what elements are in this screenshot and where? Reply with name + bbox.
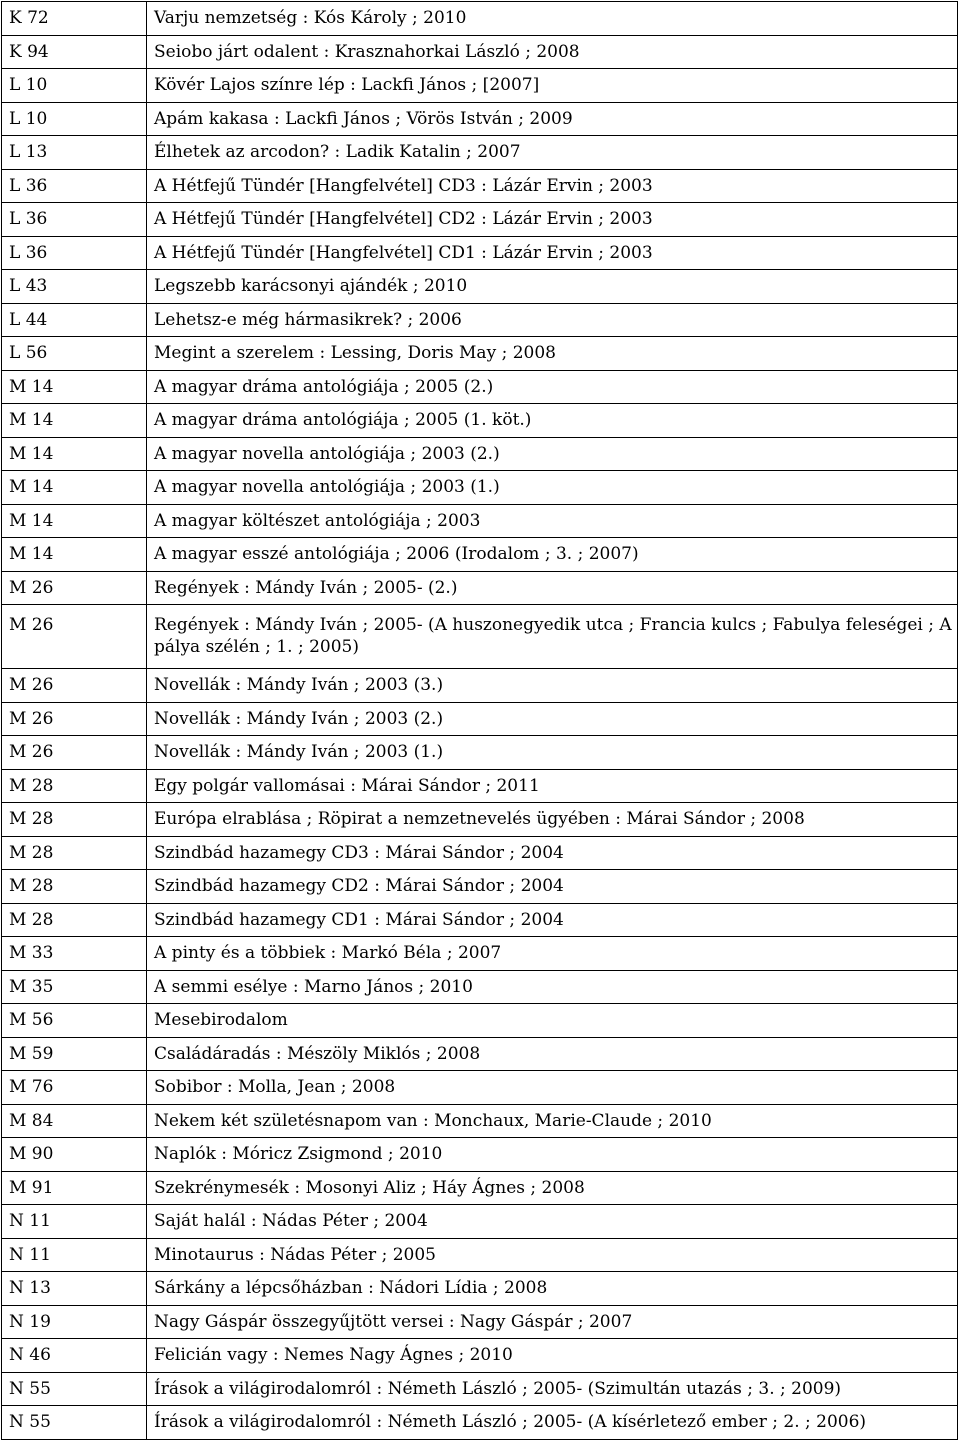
title-cell: A semmi esélye : Marno János ; 2010 — [147, 970, 958, 1004]
shelf-mark-cell: M 14 — [2, 404, 147, 438]
shelf-mark-cell: M 28 — [2, 803, 147, 837]
shelf-mark-cell: M 14 — [2, 437, 147, 471]
title-cell: Naplók : Móricz Zsigmond ; 2010 — [147, 1138, 958, 1172]
title-cell: Lehetsz-e még hármasikrek? ; 2006 — [147, 303, 958, 337]
title-cell: Nekem két születésnapom van : Monchaux, Marie-Claude ; 2010 — [147, 1104, 958, 1138]
title-cell: A pinty és a többiek : Markó Béla ; 2007 — [147, 937, 958, 971]
shelf-mark-cell: M 91 — [2, 1171, 147, 1205]
shelf-mark-cell: N 19 — [2, 1305, 147, 1339]
table-row — [2, 437, 958, 471]
shelf-mark-cell: N 11 — [2, 1238, 147, 1272]
table-row — [2, 970, 958, 1004]
title-cell: Családáradás : Mészöly Miklós ; 2008 — [147, 1037, 958, 1071]
catalog-body — [2, 2, 958, 1440]
table-row — [2, 1339, 958, 1373]
table-row — [2, 1037, 958, 1071]
title-cell: A Hétfejű Tündér [Hangfelvétel] CD2 : Lázár Ervin ; 2003 — [147, 203, 958, 237]
title-cell: A magyar dráma antológiája ; 2005 (1. köt.) — [147, 404, 958, 438]
table-row — [2, 203, 958, 237]
shelf-mark-cell: M 28 — [2, 836, 147, 870]
table-row — [2, 270, 958, 304]
table-row — [2, 1406, 958, 1440]
shelf-mark-cell: L 10 — [2, 102, 147, 136]
table-row — [2, 803, 958, 837]
table-row — [2, 669, 958, 703]
shelf-mark-cell: M 26 — [2, 571, 147, 605]
shelf-mark-cell: M 14 — [2, 538, 147, 572]
shelf-mark-cell: M 90 — [2, 1138, 147, 1172]
table-row — [2, 571, 958, 605]
table-row — [2, 169, 958, 203]
table-row — [2, 2, 958, 36]
title-cell: Európa elrablása ; Röpirat a nemzetnevelés ügyében : Márai Sándor ; 2008 — [147, 803, 958, 837]
title-cell: Saját halál : Nádas Péter ; 2004 — [147, 1205, 958, 1239]
shelf-mark-cell: M 56 — [2, 1004, 147, 1038]
table-row — [2, 1138, 958, 1172]
shelf-mark-cell: K 72 — [2, 2, 147, 36]
shelf-mark-cell: M 26 — [2, 702, 147, 736]
table-row — [2, 337, 958, 371]
table-row — [2, 1238, 958, 1272]
title-cell: Regények : Mándy Iván ; 2005- (A huszonegyedik utca ; Francia kulcs ; Fabulya feleségei ; A pálya szélén ; 1. ; 2005) — [147, 605, 958, 669]
table-row — [2, 504, 958, 538]
title-cell: Megint a szerelem : Lessing, Doris May ; 2008 — [147, 337, 958, 371]
shelf-mark-cell: M 14 — [2, 471, 147, 505]
title-cell: Novellák : Mándy Iván ; 2003 (2.) — [147, 702, 958, 736]
title-cell: Szindbád hazamegy CD2 : Márai Sándor ; 2004 — [147, 870, 958, 904]
shelf-mark-cell: M 33 — [2, 937, 147, 971]
table-row — [2, 102, 958, 136]
shelf-mark-cell: L 13 — [2, 136, 147, 170]
title-cell: A magyar novella antológiája ; 2003 (1.) — [147, 471, 958, 505]
shelf-mark-cell: M 76 — [2, 1071, 147, 1105]
title-cell: A Hétfejű Tündér [Hangfelvétel] CD1 : Lázár Ervin ; 2003 — [147, 236, 958, 270]
table-row — [2, 471, 958, 505]
shelf-mark-cell: N 46 — [2, 1339, 147, 1373]
title-cell: A magyar novella antológiája ; 2003 (2.) — [147, 437, 958, 471]
shelf-mark-cell: M 35 — [2, 970, 147, 1004]
title-cell: Regények : Mándy Iván ; 2005- (2.) — [147, 571, 958, 605]
table-row — [2, 1272, 958, 1306]
shelf-mark-cell: M 28 — [2, 870, 147, 904]
table-row — [2, 870, 958, 904]
table-row — [2, 136, 958, 170]
catalog-table — [1, 1, 958, 1440]
table-row — [2, 736, 958, 770]
title-cell: Egy polgár vallomásai : Márai Sándor ; 2011 — [147, 769, 958, 803]
table-row — [2, 903, 958, 937]
title-cell: Felicián vagy : Nemes Nagy Ágnes ; 2010 — [147, 1339, 958, 1373]
table-row — [2, 35, 958, 69]
shelf-mark-cell: M 84 — [2, 1104, 147, 1138]
shelf-mark-cell: K 94 — [2, 35, 147, 69]
title-cell: Minotaurus : Nádas Péter ; 2005 — [147, 1238, 958, 1272]
title-cell: A magyar költészet antológiája ; 2003 — [147, 504, 958, 538]
shelf-mark-cell: L 36 — [2, 169, 147, 203]
title-cell: Mesebirodalom — [147, 1004, 958, 1038]
title-cell: Szindbád hazamegy CD1 : Márai Sándor ; 2004 — [147, 903, 958, 937]
title-cell: Írások a világirodalomról : Németh László ; 2005- (Szimultán utazás ; 3. ; 2009) — [147, 1372, 958, 1406]
table-row — [2, 236, 958, 270]
table-row — [2, 404, 958, 438]
table-row — [2, 1205, 958, 1239]
table-row — [2, 1305, 958, 1339]
title-cell: Varju nemzetség : Kós Károly ; 2010 — [147, 2, 958, 36]
title-cell: A Hétfejű Tündér [Hangfelvétel] CD3 : Lázár Ervin ; 2003 — [147, 169, 958, 203]
shelf-mark-cell: L 43 — [2, 270, 147, 304]
shelf-mark-cell: N 55 — [2, 1406, 147, 1440]
table-row — [2, 605, 958, 669]
table-row — [2, 1171, 958, 1205]
shelf-mark-cell: M 26 — [2, 736, 147, 770]
title-cell: Sárkány a lépcsőházban : Nádori Lídia ; 2008 — [147, 1272, 958, 1306]
title-cell: Novellák : Mándy Iván ; 2003 (1.) — [147, 736, 958, 770]
shelf-mark-cell: L 56 — [2, 337, 147, 371]
table-row — [2, 69, 958, 103]
shelf-mark-cell: M 26 — [2, 669, 147, 703]
shelf-mark-cell: L 44 — [2, 303, 147, 337]
shelf-mark-cell: M 59 — [2, 1037, 147, 1071]
table-row — [2, 702, 958, 736]
shelf-mark-cell: M 14 — [2, 370, 147, 404]
shelf-mark-cell: M 28 — [2, 903, 147, 937]
table-row — [2, 769, 958, 803]
title-cell: Seiobo járt odalent : Krasznahorkai László ; 2008 — [147, 35, 958, 69]
title-cell: A magyar dráma antológiája ; 2005 (2.) — [147, 370, 958, 404]
title-cell: Írások a világirodalomról : Németh László ; 2005- (A kísérletező ember ; 2. ; 2006) — [147, 1406, 958, 1440]
table-row — [2, 370, 958, 404]
shelf-mark-cell: M 26 — [2, 605, 147, 669]
table-row — [2, 1071, 958, 1105]
shelf-mark-cell: L 36 — [2, 203, 147, 237]
table-row — [2, 1004, 958, 1038]
shelf-mark-cell: M 28 — [2, 769, 147, 803]
shelf-mark-cell: N 55 — [2, 1372, 147, 1406]
title-cell: Legszebb karácsonyi ajándék ; 2010 — [147, 270, 958, 304]
table-row — [2, 303, 958, 337]
table-row — [2, 1104, 958, 1138]
shelf-mark-cell: N 11 — [2, 1205, 147, 1239]
title-cell: A magyar esszé antológiája ; 2006 (Irodalom ; 3. ; 2007) — [147, 538, 958, 572]
shelf-mark-cell: M 14 — [2, 504, 147, 538]
shelf-mark-cell: L 10 — [2, 69, 147, 103]
title-cell: Sobibor : Molla, Jean ; 2008 — [147, 1071, 958, 1105]
title-cell: Kövér Lajos színre lép : Lackfi János ; [2007] — [147, 69, 958, 103]
shelf-mark-cell: L 36 — [2, 236, 147, 270]
title-cell: Apám kakasa : Lackfi János ; Vörös István ; 2009 — [147, 102, 958, 136]
shelf-mark-cell: N 13 — [2, 1272, 147, 1306]
table-row — [2, 836, 958, 870]
table-row — [2, 538, 958, 572]
title-cell: Novellák : Mándy Iván ; 2003 (3.) — [147, 669, 958, 703]
table-row — [2, 937, 958, 971]
title-cell: Szindbád hazamegy CD3 : Márai Sándor ; 2004 — [147, 836, 958, 870]
title-cell: Szekrénymesék : Mosonyi Aliz ; Háy Ágnes ; 2008 — [147, 1171, 958, 1205]
title-cell: Élhetek az arcodon? : Ladik Katalin ; 2007 — [147, 136, 958, 170]
table-row — [2, 1372, 958, 1406]
title-cell: Nagy Gáspár összegyűjtött versei : Nagy Gáspár ; 2007 — [147, 1305, 958, 1339]
